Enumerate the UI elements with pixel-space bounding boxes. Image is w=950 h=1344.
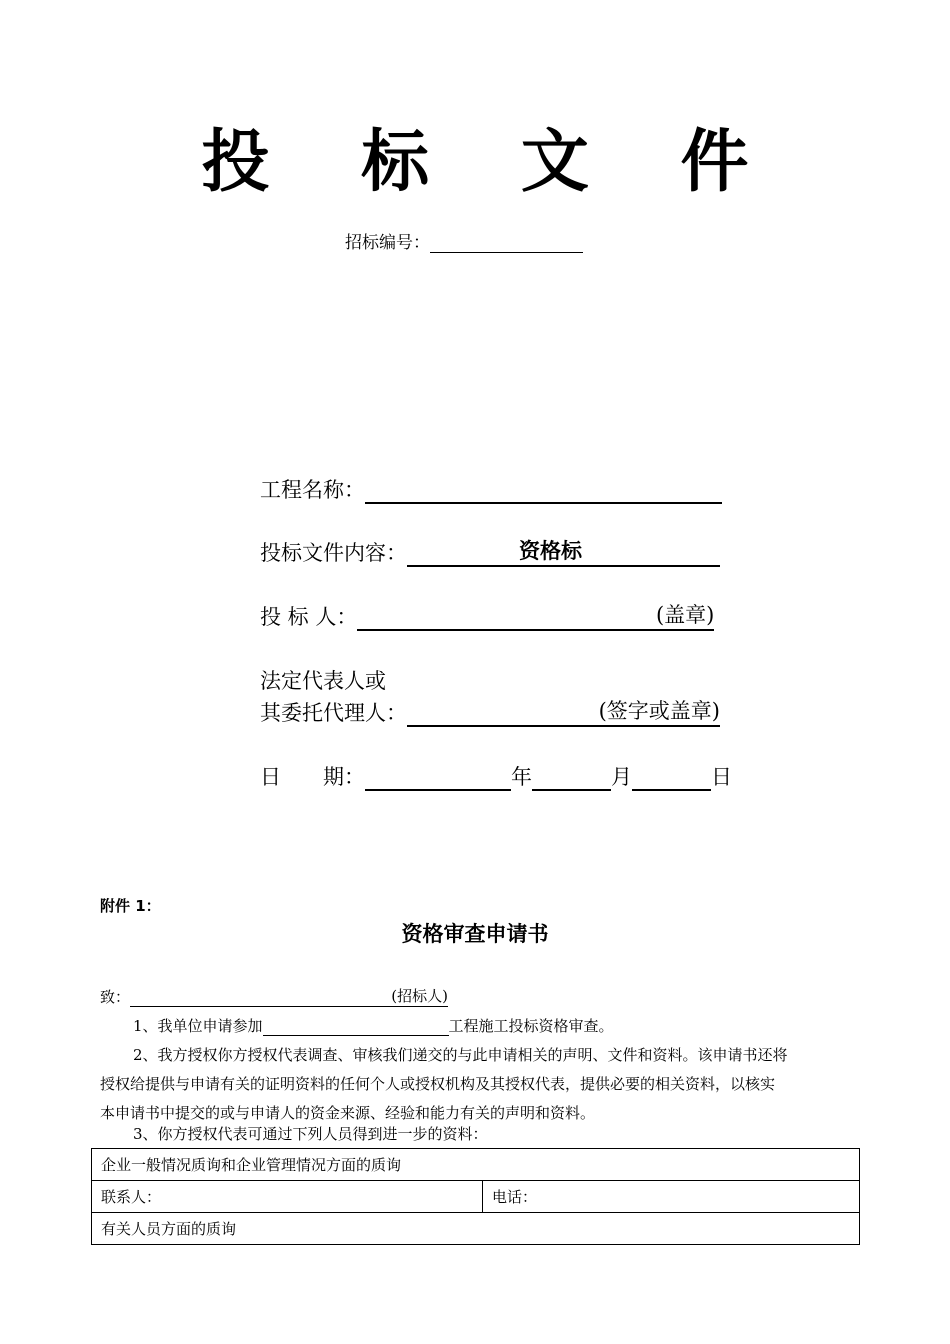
legal-rep-sign-note: (签字或盖章)	[598, 699, 720, 723]
project-apply-field[interactable]	[263, 1017, 449, 1036]
content-label: 投标文件内容：	[260, 541, 407, 565]
general-inquiry-cell: 企业一般情况质询和企业管理情况方面的质询	[92, 1149, 860, 1181]
bidder-seal-note: (盖章)	[655, 603, 715, 627]
paragraph-1-prefix: 1、我单位申请参加	[133, 1017, 263, 1035]
day-label: 日	[711, 765, 732, 789]
paragraph-1-suffix: 工程施工投标资格审查。	[448, 1017, 614, 1035]
personnel-inquiry-cell: 有关人员方面的质询	[92, 1213, 860, 1245]
tender-number-row	[345, 228, 583, 253]
project-name-label: 工程名称：	[260, 478, 365, 502]
legal-rep-field[interactable]	[407, 701, 720, 727]
addressee-note: (招标人)	[391, 987, 449, 1005]
addressee-field[interactable]	[130, 988, 448, 1007]
legal-rep-label-line1: 法定代表人或	[260, 669, 386, 693]
paragraph-3: 3、你方授权代表可通过下列人员得到进一步的资料：	[133, 1125, 488, 1143]
tender-number-label: 招标编号：	[345, 233, 430, 253]
tender-number-field[interactable]	[430, 232, 583, 253]
month-label: 月	[611, 765, 632, 789]
paragraph-2-line2: 授权给提供与申请有关的证明资料的任何个人或授权机构及其授权代表，提供必要的相关资料，以核实	[100, 1075, 776, 1093]
contact-cell[interactable]: 联系人：	[92, 1181, 483, 1213]
paragraph-1	[133, 1015, 614, 1036]
content-value: 资格标	[519, 539, 582, 563]
appendix-label: 附件 1：	[100, 897, 161, 915]
legal-rep-row	[260, 697, 720, 727]
bidder-row	[260, 601, 714, 631]
table-row	[92, 1213, 860, 1245]
phone-cell[interactable]: 电话：	[483, 1181, 860, 1213]
project-name-field[interactable]	[365, 478, 722, 504]
paragraph-2-line3: 本申请书中提交的或与申请人的资金来源、经验和能力有关的声明和资料。	[100, 1104, 596, 1122]
table-row	[92, 1149, 860, 1181]
content-field[interactable]	[407, 541, 720, 567]
addressee-label: 致：	[100, 988, 131, 1006]
year-label: 年	[511, 765, 532, 789]
year-field[interactable]	[365, 765, 511, 791]
addressee-row	[100, 986, 448, 1007]
document-title: 投 标 文 件	[201, 123, 783, 202]
appendix-title: 资格审查申请书	[401, 922, 549, 946]
day-field[interactable]	[632, 765, 711, 791]
legal-rep-label-line2: 其委托代理人：	[260, 701, 407, 725]
inquiry-table	[91, 1148, 860, 1245]
bidder-label: 投 标 人：	[260, 605, 358, 629]
bidder-field[interactable]	[357, 605, 714, 631]
date-row	[260, 761, 732, 791]
date-label: 日 期：	[260, 765, 365, 789]
content-row	[260, 537, 720, 567]
table-row	[92, 1181, 860, 1213]
paragraph-2-line1: 2、我方授权你方授权代表调查、审核我们递交的与此申请相关的声明、文件和资料。该申请书还将	[133, 1046, 788, 1064]
project-name-row	[260, 474, 722, 504]
month-field[interactable]	[532, 765, 611, 791]
